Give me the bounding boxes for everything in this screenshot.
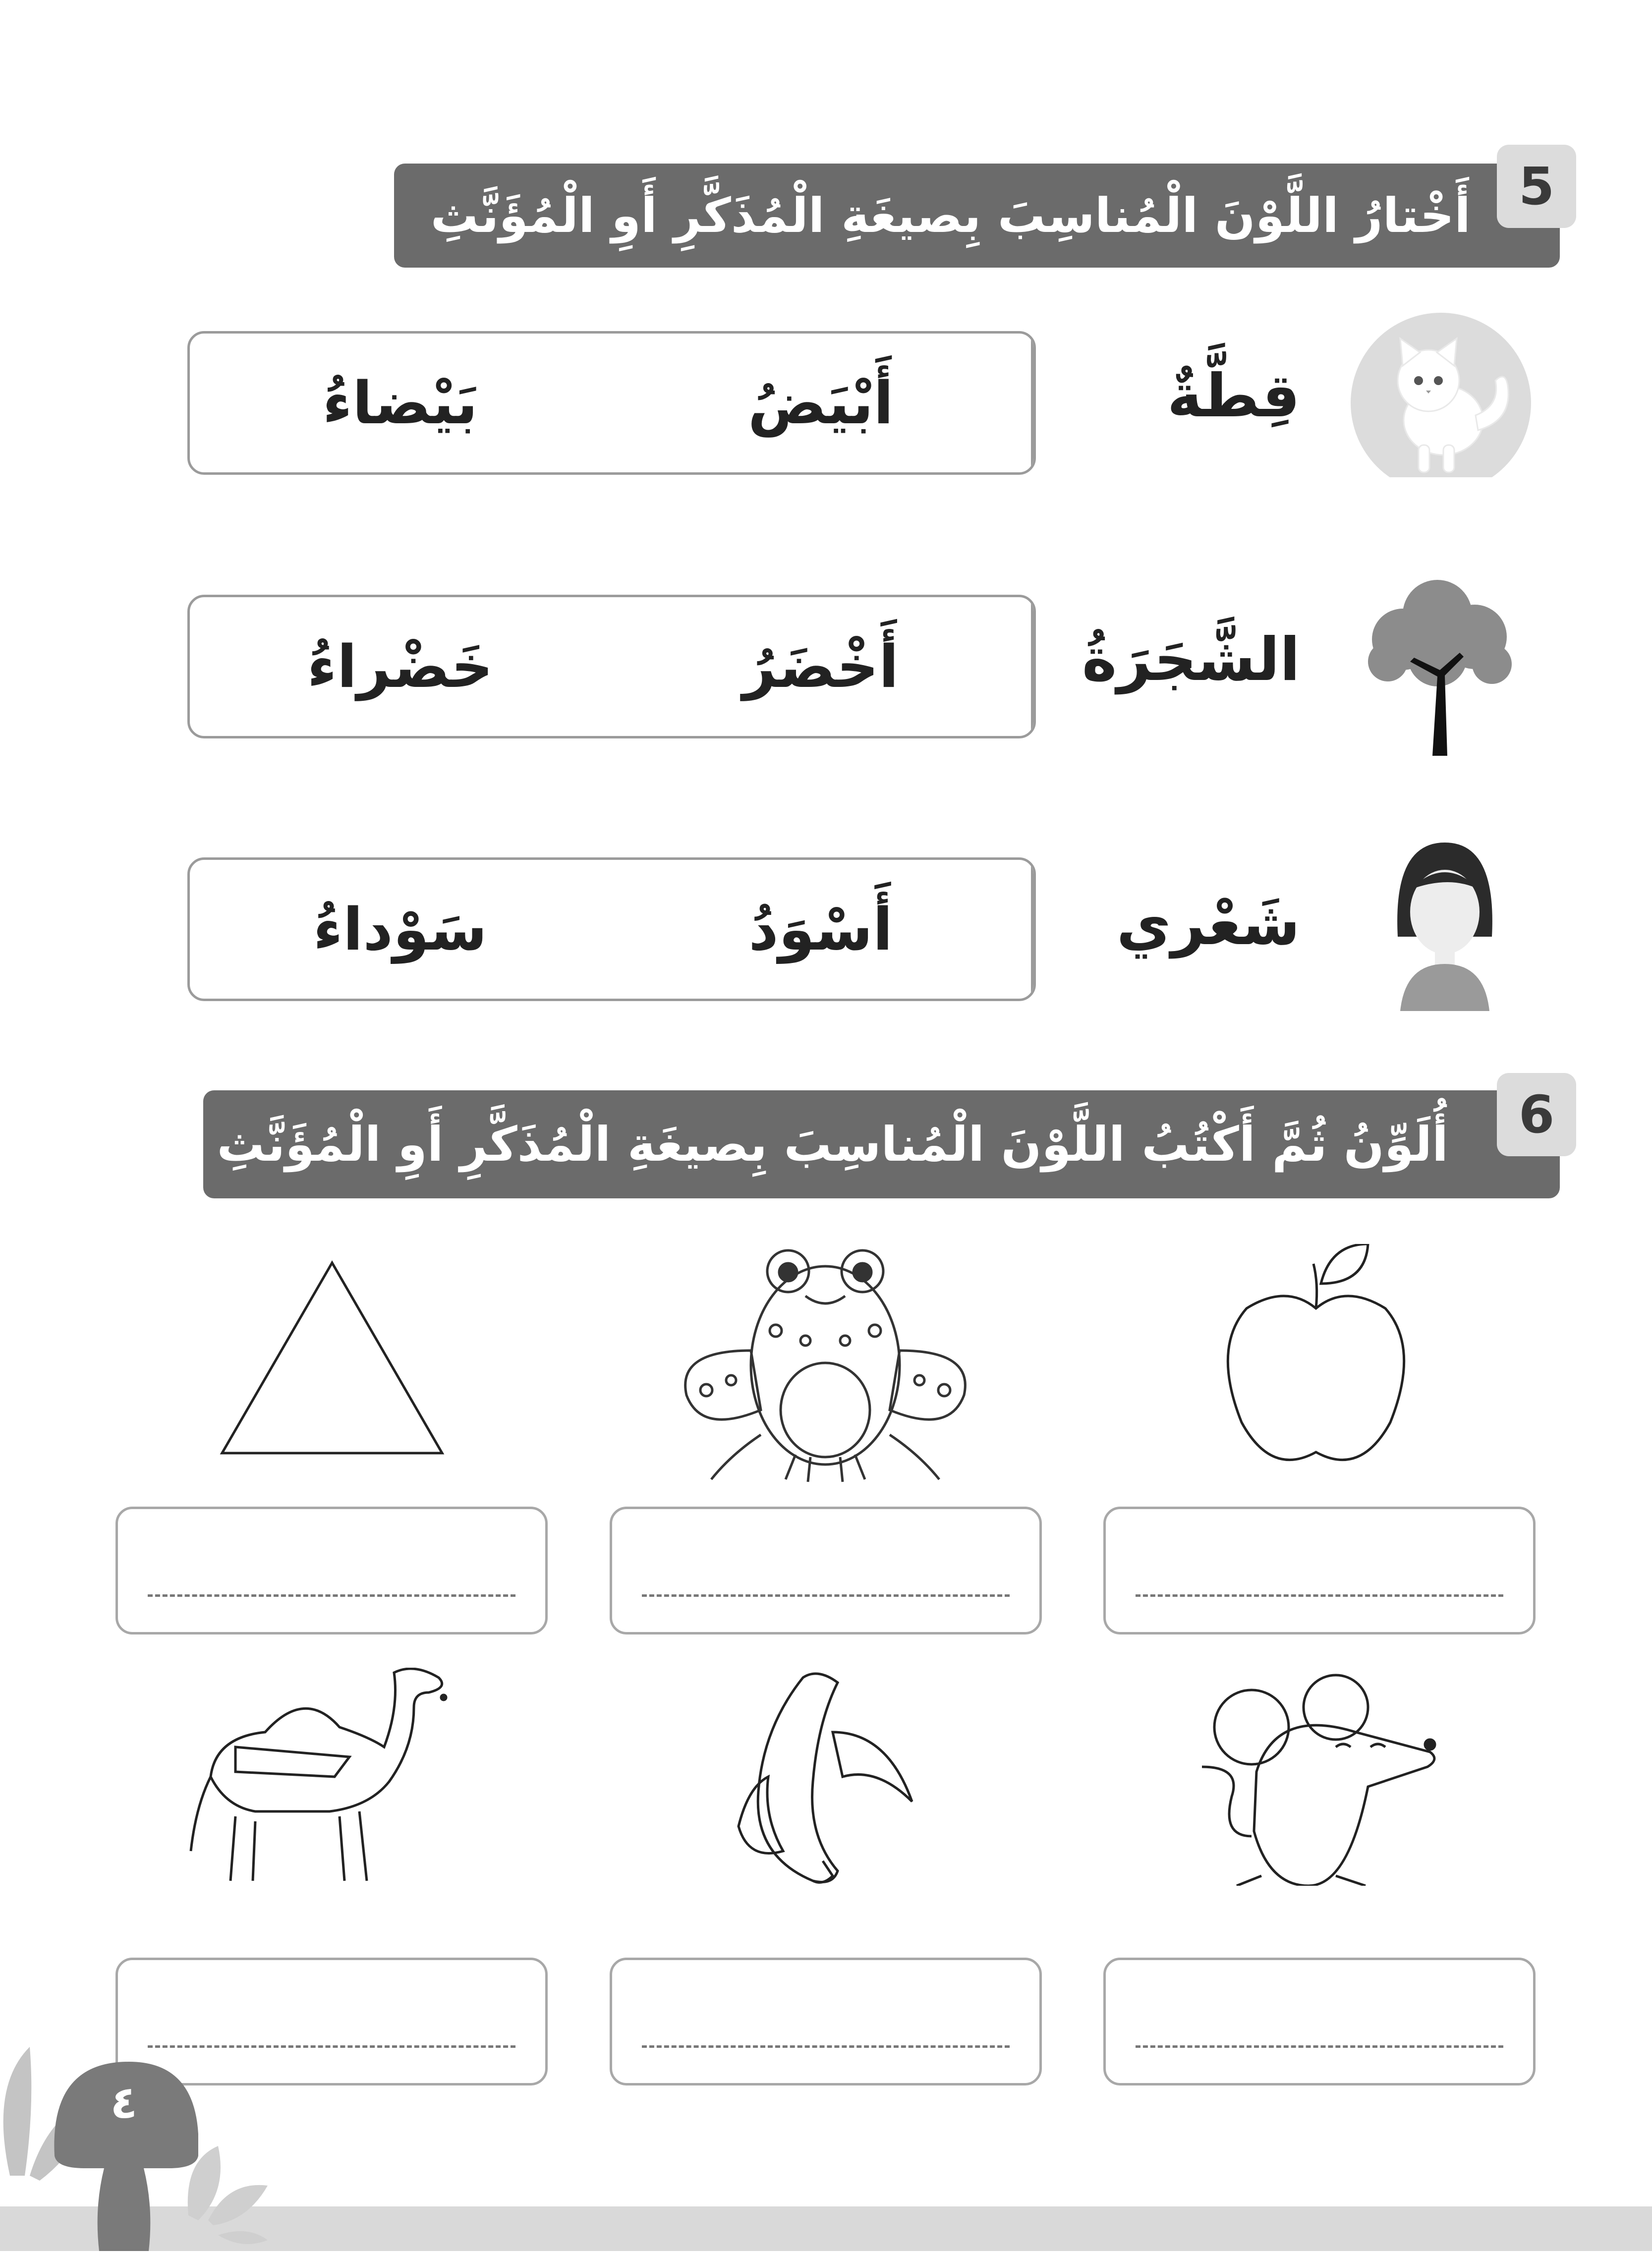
exercise-6-number: 6: [1497, 1073, 1576, 1156]
exercise-6-header: [203, 1090, 1560, 1198]
girl-hair-icon: [1397, 843, 1492, 1011]
answer-box-frog[interactable]: [610, 1507, 1042, 1634]
apple-drawing: [1224, 1244, 1408, 1472]
banana-drawing: [719, 1663, 927, 1891]
tree-icon: [1368, 580, 1512, 756]
choice-box-cat: [187, 331, 1036, 475]
frog-drawing: [677, 1246, 974, 1484]
choice-box-hair: [187, 857, 1036, 1001]
answer-writing-line: [642, 1594, 1010, 1597]
answer-writing-line: [1136, 2045, 1503, 2048]
answer-writing-line: [1136, 1594, 1503, 1597]
exercise-5-number: 5: [1497, 145, 1576, 228]
page-number: ٤: [110, 2077, 138, 2129]
answer-box-triangle[interactable]: [115, 1507, 548, 1634]
exercise-5-instruction: أَخْتارُ اللَّوْنَ الْمُناسِبَ بِصيغَةِ الْمُذَكَّرِ أَوِ الْمُؤَنَّثِ: [430, 188, 1471, 243]
answer-box-apple[interactable]: [1103, 1507, 1536, 1634]
camel-drawing: [181, 1668, 478, 1886]
choice-feminine-black[interactable]: سَوْداءُ: [313, 895, 487, 963]
answer-box-banana[interactable]: [610, 1958, 1042, 2085]
noun-tree: الشَّجَرَةُ: [1082, 625, 1300, 694]
triangle-drawing: [218, 1259, 446, 1457]
cat-picture: [1349, 311, 1533, 477]
answer-box-mouse[interactable]: [1103, 1958, 1536, 2085]
mouse-drawing: [1187, 1673, 1455, 1886]
choice-feminine-green[interactable]: خَضْراءُ: [307, 632, 493, 701]
answer-writing-line: [642, 2045, 1010, 2048]
choice-feminine-white[interactable]: بَيْضاءُ: [322, 369, 478, 437]
choice-masculine-black[interactable]: أَسْوَدُ: [611, 860, 1034, 999]
answer-writing-line: [148, 1594, 515, 1597]
tree-picture: [1363, 575, 1517, 758]
girl-picture: [1388, 843, 1497, 1011]
choice-masculine-green[interactable]: أَخْضَرُ: [611, 597, 1034, 736]
noun-cat: قِطَّةٌ: [1167, 362, 1300, 431]
choice-masculine-white[interactable]: أَبْيَضُ: [611, 334, 1034, 472]
choice-box-tree: [187, 595, 1036, 738]
exercise-5-header: [394, 164, 1560, 268]
exercise-6-instruction: أُلَوِّنُ ثُمَّ أَكْتُبُ اللَّوْنَ الْمُناسِبَ بِصيغَةِ الْمُذَكَّرِ أَوِ الْمُؤَنَّثِ: [217, 1117, 1448, 1172]
noun-hair: شَعْري: [1116, 890, 1300, 958]
